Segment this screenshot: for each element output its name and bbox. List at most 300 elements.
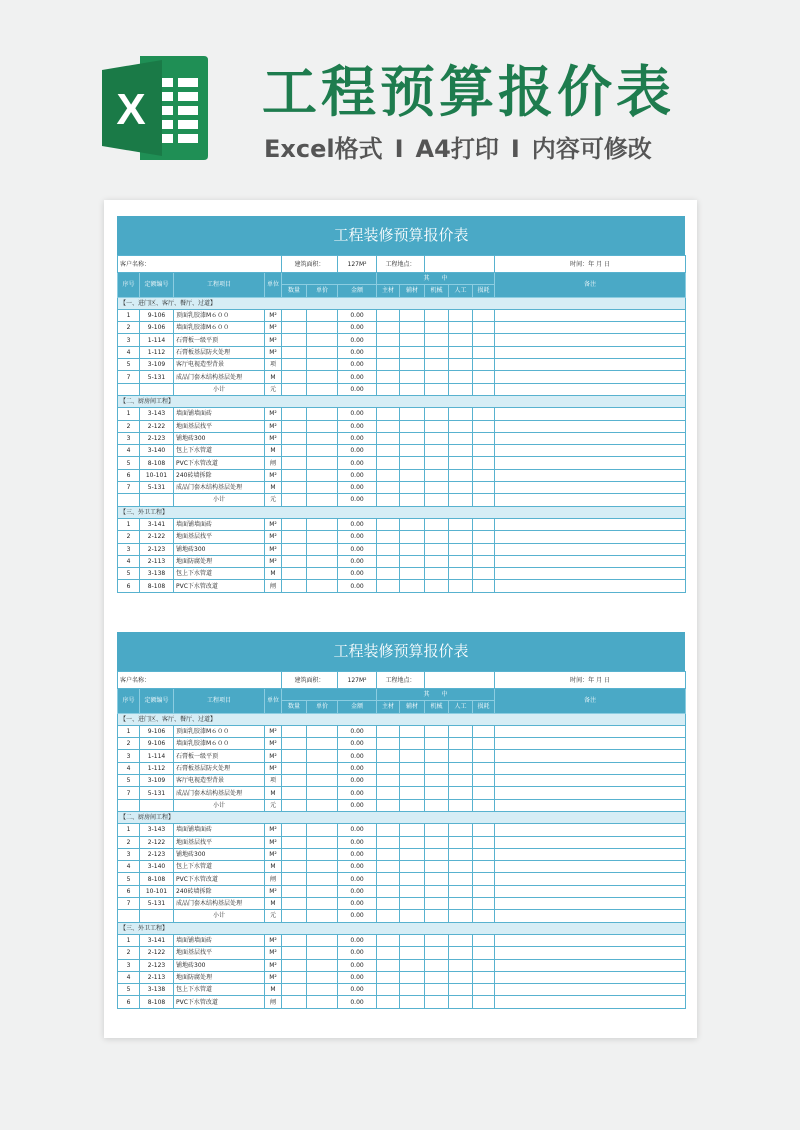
row-empty-cell [425,984,449,996]
row-qty [282,971,307,983]
row-price [307,334,338,346]
table-row [118,408,686,420]
row-empty-cell [495,824,686,836]
row-unit: M² [265,750,282,762]
row-code: 5-131 [140,787,174,799]
row-empty-cell [140,799,174,811]
row-empty-cell [495,836,686,848]
row-unit: M² [265,346,282,358]
section-title: 【三、外卫工程】 [118,922,686,934]
table-row [118,861,686,873]
row-empty-cell [425,383,449,395]
row-amount: 0.00 [338,787,377,799]
row-empty-cell [495,518,686,530]
header-seq: 序号 [118,273,140,298]
subtotal-amount: 0.00 [338,799,377,811]
subtotal-row [118,494,686,506]
row-amount: 0.00 [338,371,377,383]
row-empty-cell [400,984,425,996]
row-empty-cell [425,725,449,737]
row-unit: M² [265,762,282,774]
date-label: 时间： [570,260,589,268]
header-amount: 金额 [338,285,377,297]
row-price [307,873,338,885]
row-price [307,836,338,848]
row-empty-cell [473,836,495,848]
subtitle-separator: I [510,135,520,163]
row-number: 5 [118,873,140,885]
row-unit: M² [265,309,282,321]
row-price [307,346,338,358]
row-empty-cell [473,555,495,567]
row-empty-cell [473,334,495,346]
row-empty-cell [495,322,686,334]
row-qty [282,725,307,737]
row-empty-cell [400,555,425,567]
table-row [118,469,686,481]
header-qty: 数量 [282,701,307,713]
row-empty-cell [425,457,449,469]
row-empty-cell [449,371,473,383]
row-empty-cell [377,910,400,922]
row-empty-cell [495,947,686,959]
row-code: 3-138 [140,984,174,996]
row-item: 铺地砖300 [174,959,265,971]
address-value [425,256,495,273]
row-empty-cell [425,861,449,873]
row-number: 6 [118,580,140,592]
row-qty [282,984,307,996]
row-price [307,959,338,971]
row-empty-cell [495,408,686,420]
row-qty [282,432,307,444]
row-empty-cell [449,494,473,506]
row-code: 8-108 [140,580,174,592]
row-empty-cell [425,371,449,383]
info-row [118,672,686,689]
section-title: 【二、厨房间工程】 [118,811,686,823]
row-empty-cell [400,725,425,737]
subtotal-amount: 0.00 [338,910,377,922]
row-qty [282,518,307,530]
table-row [118,482,686,494]
subtotal-label: 小计 [174,799,265,811]
row-amount: 0.00 [338,934,377,946]
row-price [307,898,338,910]
row-number: 3 [118,543,140,555]
row-empty-cell [400,457,425,469]
row-unit: M [265,984,282,996]
row-empty-cell [473,309,495,321]
row-item: 客厅电视造型背景 [174,775,265,787]
row-price [307,799,338,811]
row-item: 墙面铺墙面砖 [174,934,265,946]
row-empty-cell [425,445,449,457]
row-item: PVC下水管改道 [174,996,265,1008]
row-empty-cell [473,738,495,750]
row-item: 石膏板基层防火处理 [174,762,265,774]
row-empty-cell [449,359,473,371]
row-item: 铺地砖300 [174,848,265,860]
row-unit: M² [265,885,282,897]
table-row [118,555,686,567]
row-code: 9-106 [140,725,174,737]
row-qty [282,408,307,420]
header-item: 工程项目 [174,689,265,714]
section-title: 【二、厨房间工程】 [118,395,686,407]
row-code: 8-108 [140,457,174,469]
area-value: 127M² [338,672,377,689]
row-empty-cell [449,787,473,799]
row-price [307,432,338,444]
row-amount: 0.00 [338,959,377,971]
row-empty-cell [449,971,473,983]
row-empty-cell [377,482,400,494]
row-empty-cell [400,934,425,946]
row-number: 7 [118,482,140,494]
header-machine: 机械 [425,701,449,713]
table-row [118,947,686,959]
row-empty-cell [377,775,400,787]
row-empty-cell [400,469,425,481]
row-number: 3 [118,959,140,971]
row-empty-cell [425,420,449,432]
row-unit: M² [265,725,282,737]
section-row [118,297,686,309]
row-empty-cell [495,984,686,996]
row-item: 石膏板一级平顶 [174,750,265,762]
row-empty-cell [495,873,686,885]
row-empty-cell [400,848,425,860]
row-unit: M² [265,555,282,567]
row-item: 包上下水管道 [174,445,265,457]
row-empty-cell [400,873,425,885]
row-empty-cell [400,738,425,750]
row-qty [282,420,307,432]
header-remark: 备注 [495,689,686,714]
table-row [118,543,686,555]
row-empty-cell [400,371,425,383]
row-empty-cell [425,555,449,567]
row-unit: M [265,861,282,873]
row-empty-cell [425,494,449,506]
row-empty-cell [449,309,473,321]
row-empty-cell [377,469,400,481]
row-empty-cell [495,371,686,383]
row-empty-cell [400,947,425,959]
row-empty-cell [495,334,686,346]
row-empty-cell [400,824,425,836]
date-value: 年 月 日 [588,676,610,684]
row-empty-cell [473,775,495,787]
row-unit: M² [265,848,282,860]
excel-logo-letter: X [116,85,146,134]
sheet-title: 工程装修预算报价表 [117,632,685,671]
row-empty-cell [425,346,449,358]
row-amount: 0.00 [338,984,377,996]
header-labor: 人工 [449,285,473,297]
row-empty-cell [425,971,449,983]
row-empty-cell [473,482,495,494]
row-empty-cell [495,346,686,358]
subtitle-separator: I [394,135,404,163]
row-empty-cell [377,959,400,971]
row-qty [282,910,307,922]
row-item: 240砖墙拆除 [174,885,265,897]
row-number: 1 [118,309,140,321]
row-unit: M² [265,836,282,848]
header-machine: 机械 [425,285,449,297]
row-empty-cell [140,494,174,506]
row-empty-cell [473,359,495,371]
row-empty-cell [473,824,495,836]
row-empty-cell [377,738,400,750]
row-qty [282,898,307,910]
row-empty-cell [449,568,473,580]
budget-table [117,255,686,593]
row-amount: 0.00 [338,898,377,910]
row-empty-cell [473,910,495,922]
row-code: 5-131 [140,371,174,383]
row-amount: 0.00 [338,543,377,555]
table-row [118,873,686,885]
row-number: 6 [118,996,140,1008]
row-empty-cell [449,836,473,848]
row-price [307,775,338,787]
row-empty-cell [377,568,400,580]
row-empty-cell [425,543,449,555]
row-empty-cell [495,959,686,971]
row-qty [282,873,307,885]
row-unit: M [265,482,282,494]
row-empty-cell [400,568,425,580]
row-empty-cell [473,762,495,774]
row-item: 成品门套木结构基层处理 [174,371,265,383]
row-empty-cell [425,469,449,481]
row-code: 2-123 [140,959,174,971]
row-empty-cell [449,799,473,811]
row-amount: 0.00 [338,836,377,848]
row-empty-cell [377,494,400,506]
row-item: 石膏板一级平顶 [174,334,265,346]
row-empty-cell [425,775,449,787]
row-amount: 0.00 [338,947,377,959]
row-empty-cell [495,457,686,469]
row-code: 2-113 [140,555,174,567]
header-price: 单价 [307,285,338,297]
row-empty-cell [377,885,400,897]
row-qty [282,861,307,873]
row-empty-cell [449,531,473,543]
row-number: 7 [118,898,140,910]
row-empty-cell [473,432,495,444]
row-empty-cell [377,836,400,848]
row-empty-cell [377,934,400,946]
row-empty-cell [425,531,449,543]
table-row [118,334,686,346]
row-qty [282,568,307,580]
row-empty-cell [377,531,400,543]
row-item: 墙面铺墙面砖 [174,824,265,836]
row-empty-cell [495,799,686,811]
row-empty-cell [473,322,495,334]
row-empty-cell [425,738,449,750]
subtotal-amount: 0.00 [338,494,377,506]
row-number: 1 [118,408,140,420]
row-empty-cell [377,420,400,432]
table-row [118,971,686,983]
row-empty-cell [495,787,686,799]
row-code: 1-114 [140,334,174,346]
row-code: 5-131 [140,898,174,910]
row-qty [282,359,307,371]
row-amount: 0.00 [338,568,377,580]
row-amount: 0.00 [338,848,377,860]
row-empty-cell [118,494,140,506]
row-empty-cell [400,910,425,922]
table-row [118,996,686,1008]
header-unit: 单位 [265,273,282,298]
row-price [307,947,338,959]
row-price [307,359,338,371]
row-empty-cell [473,531,495,543]
row-empty-cell [140,910,174,922]
section-row [118,395,686,407]
row-empty-cell [495,543,686,555]
header-aux-mat: 辅材 [400,285,425,297]
header-price: 单价 [307,701,338,713]
row-empty-cell [400,322,425,334]
table-row [118,750,686,762]
row-number: 5 [118,984,140,996]
row-empty-cell [473,984,495,996]
row-amount: 0.00 [338,334,377,346]
row-empty-cell [449,824,473,836]
budget-sheet [117,216,685,593]
section-row [118,922,686,934]
row-empty-cell [377,445,400,457]
row-amount: 0.00 [338,482,377,494]
row-empty-cell [425,910,449,922]
row-price [307,787,338,799]
row-price [307,543,338,555]
table-row [118,934,686,946]
row-unit: 闸 [265,873,282,885]
row-amount: 0.00 [338,432,377,444]
subtotal-unit: 元 [265,383,282,395]
row-code: 2-123 [140,432,174,444]
row-number: 4 [118,445,140,457]
row-unit: 闸 [265,457,282,469]
row-empty-cell [495,725,686,737]
row-empty-cell [473,580,495,592]
row-qty [282,309,307,321]
row-amount: 0.00 [338,885,377,897]
row-code: 1-112 [140,762,174,774]
row-empty-cell [377,848,400,860]
row-number: 1 [118,824,140,836]
row-empty-cell [377,518,400,530]
row-number: 3 [118,334,140,346]
row-number: 1 [118,725,140,737]
row-empty-cell [400,787,425,799]
row-empty-cell [449,383,473,395]
row-amount: 0.00 [338,346,377,358]
row-empty-cell [400,309,425,321]
row-unit: 闸 [265,580,282,592]
column-header-row [118,689,686,701]
subtotal-row [118,383,686,395]
subtotal-unit: 元 [265,799,282,811]
row-unit: M² [265,971,282,983]
row-empty-cell [425,334,449,346]
row-qty [282,959,307,971]
header-unit: 单位 [265,689,282,714]
row-empty-cell [400,543,425,555]
row-empty-cell [473,725,495,737]
row-empty-cell [425,934,449,946]
row-price [307,383,338,395]
row-empty-cell [425,885,449,897]
row-empty-cell [400,445,425,457]
row-empty-cell [449,984,473,996]
row-empty-cell [377,457,400,469]
row-number: 2 [118,947,140,959]
row-item: 顶面乳胶漆M６００ [174,725,265,737]
row-qty [282,322,307,334]
row-code: 9-106 [140,309,174,321]
row-empty-cell [377,861,400,873]
row-qty [282,775,307,787]
row-empty-cell [449,848,473,860]
row-empty-cell [377,371,400,383]
table-row [118,787,686,799]
row-price [307,848,338,860]
row-qty [282,543,307,555]
row-item: 铺地砖300 [174,543,265,555]
row-empty-cell [449,469,473,481]
row-empty-cell [495,482,686,494]
row-number: 1 [118,934,140,946]
subtitle-print: A4打印 [415,135,499,163]
row-empty-cell [425,359,449,371]
row-empty-cell [377,346,400,358]
row-empty-cell [400,959,425,971]
table-row [118,984,686,996]
header-seq: 序号 [118,689,140,714]
row-empty-cell [377,543,400,555]
header-amount: 金额 [338,701,377,713]
subtotal-unit: 元 [265,910,282,922]
section-title: 【一、进门区、客厅、餐厅、过道】 [118,713,686,725]
row-price [307,861,338,873]
row-empty-cell [495,738,686,750]
row-amount: 0.00 [338,750,377,762]
row-item: 地面防腐处理 [174,555,265,567]
row-empty-cell [400,494,425,506]
row-code: 2-122 [140,531,174,543]
row-code: 9-106 [140,322,174,334]
row-empty-cell [473,568,495,580]
page-subtitle [264,129,652,164]
row-number: 4 [118,861,140,873]
row-empty-cell [449,750,473,762]
sheet-title: 工程装修预算报价表 [117,216,685,255]
row-amount: 0.00 [338,359,377,371]
row-empty-cell [425,959,449,971]
row-qty [282,799,307,811]
address-label: 工程地点： [377,672,425,689]
